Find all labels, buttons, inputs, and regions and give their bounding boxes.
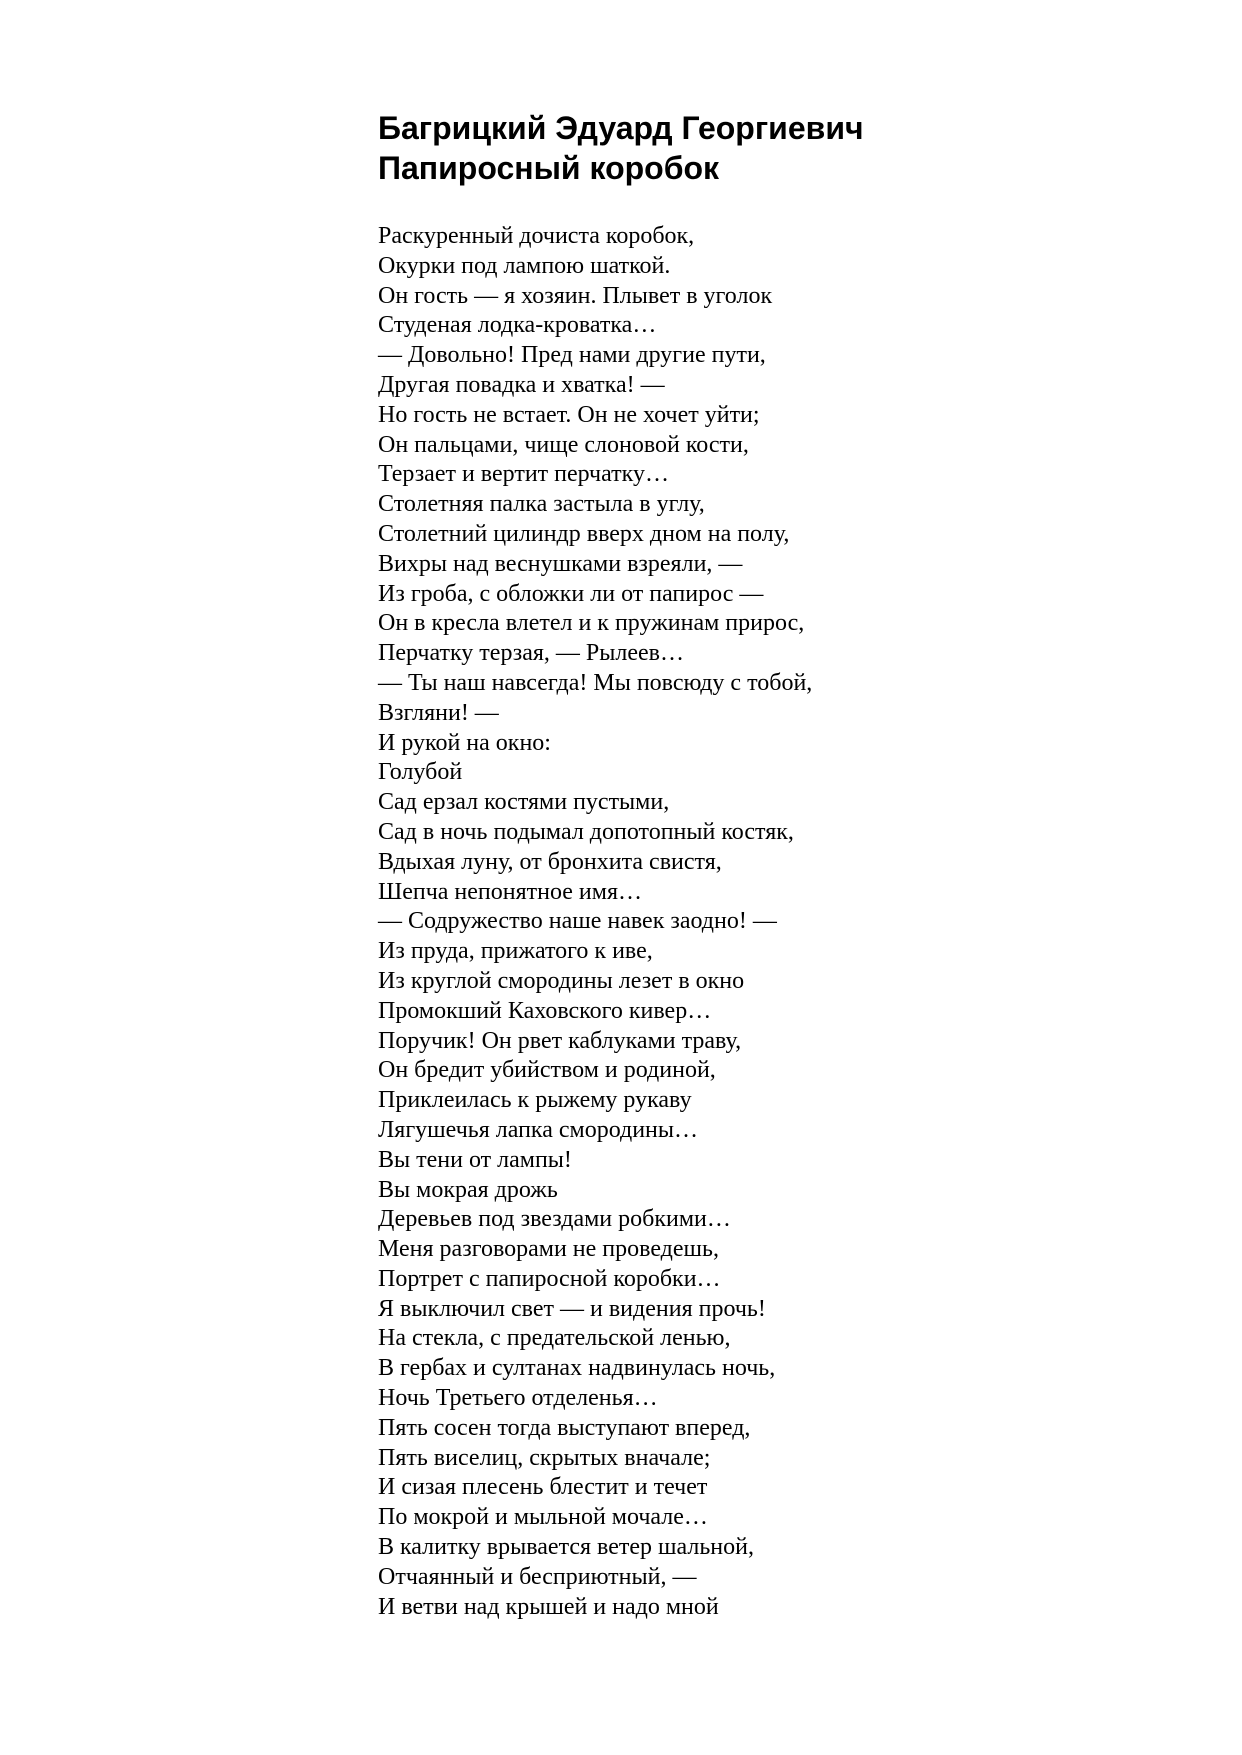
poem-line: И сизая плесень блестит и течет	[378, 1474, 708, 1501]
poem-line: Вдыхая луну, от бронхита свистя,	[378, 848, 722, 875]
poem-line: И ветви над крышей и надо мной	[378, 1593, 719, 1620]
poem-line: Приклеилась к рыжему рукаву	[378, 1087, 692, 1114]
author-name: Багрицкий Эдуард Георгиевич	[378, 110, 864, 146]
poem-line: Пять сосен тогда выступают вперед,	[378, 1414, 751, 1441]
poem-line: И рукой на окно:	[378, 729, 551, 756]
poem-line: По мокрой и мыльной мочале…	[378, 1504, 708, 1531]
poem-line: В гербах и султанах надвинулась ночь,	[378, 1355, 776, 1382]
poem-line: Он гость — я хозяин. Плывет в уголок	[378, 282, 773, 309]
poem-line: Сад ерзал костями пустыми,	[378, 789, 670, 816]
poem-line: Другая повадка и хватка! —	[378, 371, 665, 398]
poem-line: Студеная лодка-кроватка…	[378, 312, 657, 339]
poem-line: Промокший Каховского кивер…	[378, 997, 712, 1024]
poem-line: Поручик! Он рвет каблуками траву,	[378, 1027, 742, 1054]
poem-line: В калитку врывается ветер шальной,	[378, 1534, 754, 1561]
poem-title: Папиросный коробок	[378, 150, 720, 186]
poem-line: Он пальцами, чище слоновой кости,	[378, 431, 749, 458]
poem-line: Из гроба, с обложки ли от папирос —	[378, 580, 764, 607]
poem-line: Я выключил свет — и видения прочь!	[378, 1295, 766, 1322]
poem-line: — Ты наш навсегда! Мы повсюду с тобой,	[378, 669, 813, 696]
poem-line: Лягушечья лапка смородины…	[378, 1116, 699, 1143]
poem-line: Сад в ночь подымал допотопный костяк,	[378, 818, 794, 845]
poem-line: Столетняя палка застыла в углу,	[378, 491, 705, 518]
poem-line: Вы мокрая дрожь	[378, 1176, 558, 1203]
poem-line: Раскуренный дочиста коробок,	[378, 223, 695, 249]
poem-line: Ночь Третьего отделенья…	[378, 1385, 658, 1412]
poem-line: Он бредит убийством и родиной,	[378, 1057, 716, 1084]
poem-line: На стекла, с предательской ленью,	[378, 1325, 731, 1352]
poem-line: Столетний цилиндр вверх дном на полу,	[378, 520, 790, 547]
poem-line: Он в кресла влетел и к пружинам прирос,	[378, 610, 805, 637]
poem-line: Из круглой смородины лезет в окно	[378, 967, 745, 994]
poem-line: Деревьев под звездами робкими…	[378, 1206, 731, 1233]
poem-line: Терзает и вертит перчатку…	[378, 461, 669, 488]
poem-line: Меня разговорами не проведешь,	[378, 1236, 719, 1263]
poem-line: — Довольно! Пред нами другие пути,	[378, 342, 766, 369]
poem-line: Шепча непонятное имя…	[378, 878, 642, 905]
poem-line: Но гость не встает. Он не хочет уйти;	[378, 401, 760, 428]
poem-line: Окурки под лампою шаткой.	[378, 252, 671, 279]
document-heading	[378, 108, 864, 188]
poem-line: Вы тени от лампы!	[378, 1146, 572, 1173]
poem-line: Пять виселиц, скрытых вначале;	[378, 1444, 711, 1471]
poem-body	[378, 222, 812, 1622]
poem-line: Отчаянный и бесприютный, —	[378, 1563, 697, 1590]
poem-line: Перчатку терзая, — Рылеев…	[378, 640, 684, 667]
poem-line: Голубой	[378, 759, 463, 786]
poem-line: — Содружество наше навек заодно! —	[378, 908, 777, 935]
poem-line: Из пруда, прижатого к иве,	[378, 938, 653, 965]
poem-line: Взгляни! —	[378, 699, 499, 726]
poem-line: Вихры над веснушками взреяли, —	[378, 550, 743, 577]
poem-line: Портрет с папиросной коробки…	[378, 1265, 721, 1292]
